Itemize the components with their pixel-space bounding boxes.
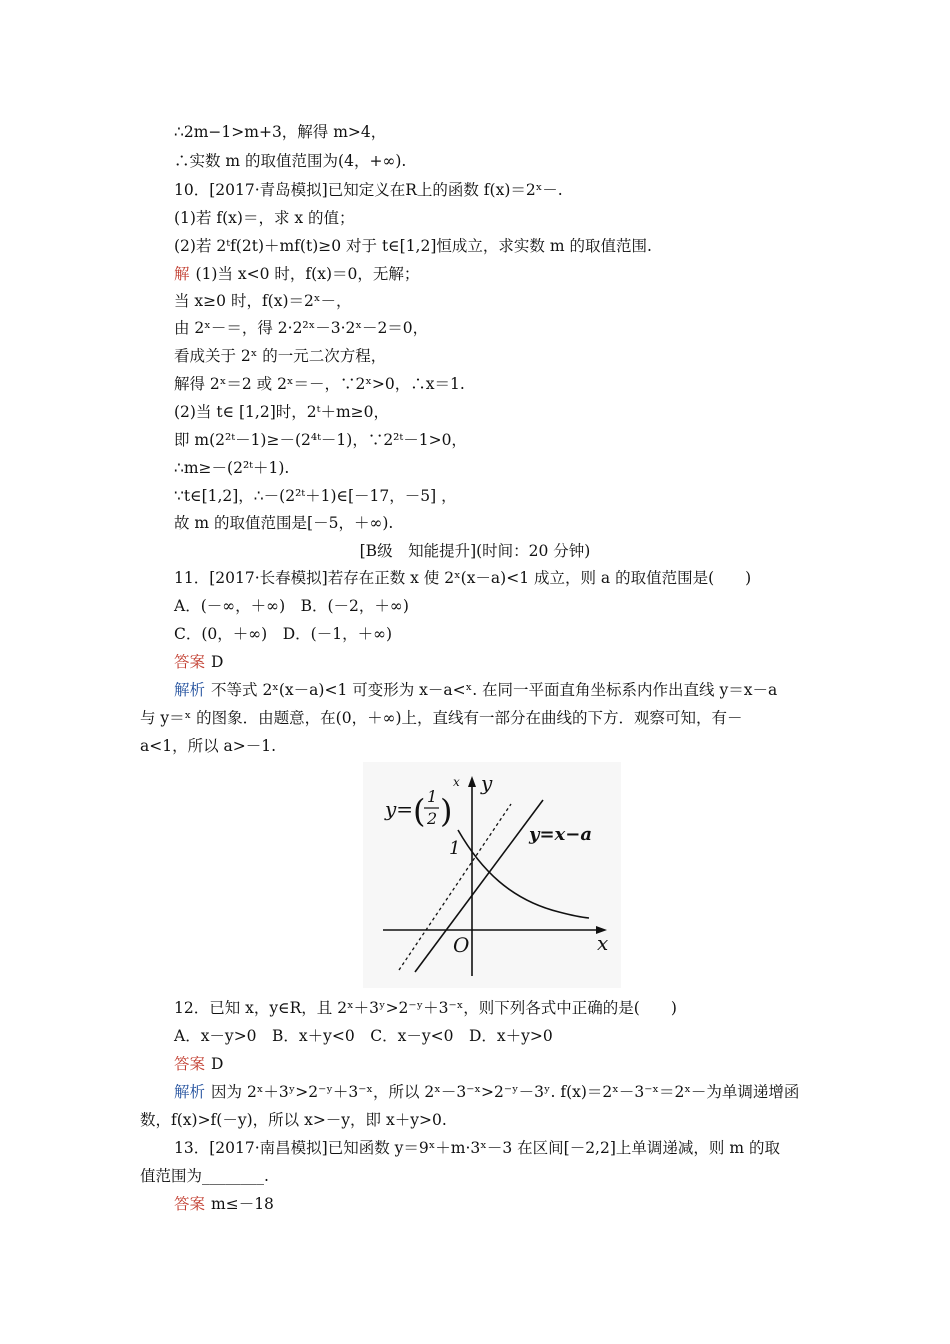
problem-13-title: 13．[2017·南昌模拟]已知函数 y＝9ˣ＋m·3ˣ－3 在区间[－2,2]上单调递减，则 m 的取 xyxy=(174,1139,780,1157)
choices-line: A．x－y>0 B．x＋y<0 C．x－y<0 D．x＋y>0 xyxy=(174,1027,553,1045)
text-line: 故 m 的取值范围是[－5，＋∞). xyxy=(174,514,394,532)
text-line: a<1，所以 a>－1. xyxy=(140,737,277,755)
curve-exp: x xyxy=(453,775,460,789)
left-paren: ( xyxy=(413,792,426,830)
analysis-line xyxy=(174,1082,799,1102)
y-axis-label: y xyxy=(481,771,493,795)
solution-line xyxy=(174,264,419,284)
text-line: (2)若 2ᵗf(2t)＋mf(t)≥0 对于 t∈[1,2]恒成立，求实数 m 的取值范围. xyxy=(174,237,652,255)
intercept-label: 1 xyxy=(449,838,461,859)
analysis-text: 因为 2ˣ＋3ʸ>2⁻ʸ＋3⁻ˣ，所以 2ˣ－3⁻ˣ>2⁻ʸ－3ʸ. f(x)＝2ˣ－3⁻ˣ＝2ˣ－为单调递增函 xyxy=(211,1083,800,1101)
answer-tag: 答案 xyxy=(174,1195,206,1213)
answer-tag: 答案 xyxy=(174,653,206,671)
text-line: (2)当 t∈ [1,2]时，2ᵗ＋m≥0， xyxy=(174,403,389,421)
problem-11-title: 11．[2017·长春模拟]若存在正数 x 使 2ˣ(x－a)<1 成立，则 a 的取值范围是( ) xyxy=(174,569,752,587)
answer-text: D xyxy=(211,1055,224,1073)
right-paren: ) xyxy=(440,792,453,830)
text-line: 即 m(2²ᵗ－1)≥－(2⁴ᵗ－1)，∵2²ᵗ－1>0， xyxy=(174,431,467,449)
text-line: ∵t∈[1,2]，∴－(2²ᵗ＋1)∈[－17，－5] ， xyxy=(174,487,457,505)
text-line: 值范围为________. xyxy=(140,1167,269,1185)
curve-frac-den: 2 xyxy=(427,809,438,828)
problem-10-title: 10．[2017·青岛模拟]已知定义在R上的函数 f(x)＝2ˣ－. xyxy=(174,181,563,199)
text-line: 与 y＝ˣ 的图象．由题意，在(0，＋∞)上，直线有一部分在曲线的下方．观察可知，有－ xyxy=(140,709,743,727)
text-line: 当 x≥0 时，f(x)＝2ˣ－， xyxy=(174,292,352,310)
solution-text: (1)当 x<0 时，f(x)＝0，无解； xyxy=(195,265,420,283)
choices-line: C．(0，＋∞) D．(－1，＋∞) xyxy=(174,625,393,643)
x-axis-label: x xyxy=(597,931,609,955)
text-line: 解得 2ˣ＝2 或 2ˣ＝－，∵2ˣ>0，∴x＝1. xyxy=(174,375,465,393)
origin-label: O xyxy=(453,933,470,957)
text-line: 数，f(x)>f(－y)，所以 x>－y，即 x＋y>0. xyxy=(140,1111,447,1129)
text-line: ∴m≥－(2²ᵗ＋1). xyxy=(174,459,290,477)
analysis-tag: 解析 xyxy=(174,1083,206,1101)
text-line: 看成关于 2ˣ 的一元二次方程， xyxy=(174,347,387,365)
analysis-tag: 解析 xyxy=(174,681,206,699)
curve-label-y: y= xyxy=(385,797,414,821)
analysis-text: 不等式 2ˣ(x－a)<1 可变形为 x－a<ˣ. 在同一平面直角坐标系内作出直线 y＝x－a xyxy=(211,681,778,699)
analysis-line xyxy=(174,680,777,700)
answer-line xyxy=(174,1194,274,1214)
problem-12-title: 12．已知 x，y∈R，且 2ˣ＋3ʸ>2⁻ʸ＋3⁻ˣ，则下列各式中正确的是( ) xyxy=(174,999,677,1017)
graph-svg xyxy=(363,762,621,988)
answer-tag: 答案 xyxy=(174,1055,206,1073)
solution-tag: 解 xyxy=(174,265,190,283)
curve-frac-num: 1 xyxy=(427,787,438,806)
answer-text: m≤－18 xyxy=(211,1195,274,1213)
function-graph-figure xyxy=(363,762,621,988)
text-line: ∴2m−1>m+3，解得 m>4， xyxy=(174,123,387,141)
answer-text: D xyxy=(211,653,224,671)
text-line: 由 2ˣ－＝，得 2·2²ˣ－3·2ˣ－2＝0， xyxy=(174,319,429,337)
line-label: y=x−a xyxy=(529,824,593,845)
section-heading: [B级 知能提升](时间：20 分钟) xyxy=(359,542,591,560)
text-line: ∴实数 m 的取值范围为(4，+∞). xyxy=(174,152,407,170)
choices-line: A．(－∞，＋∞) B．(－2，＋∞) xyxy=(174,597,409,615)
answer-line xyxy=(174,1054,223,1074)
text-line: (1)若 f(x)＝，求 x 的值； xyxy=(174,209,355,227)
answer-line xyxy=(174,652,223,672)
